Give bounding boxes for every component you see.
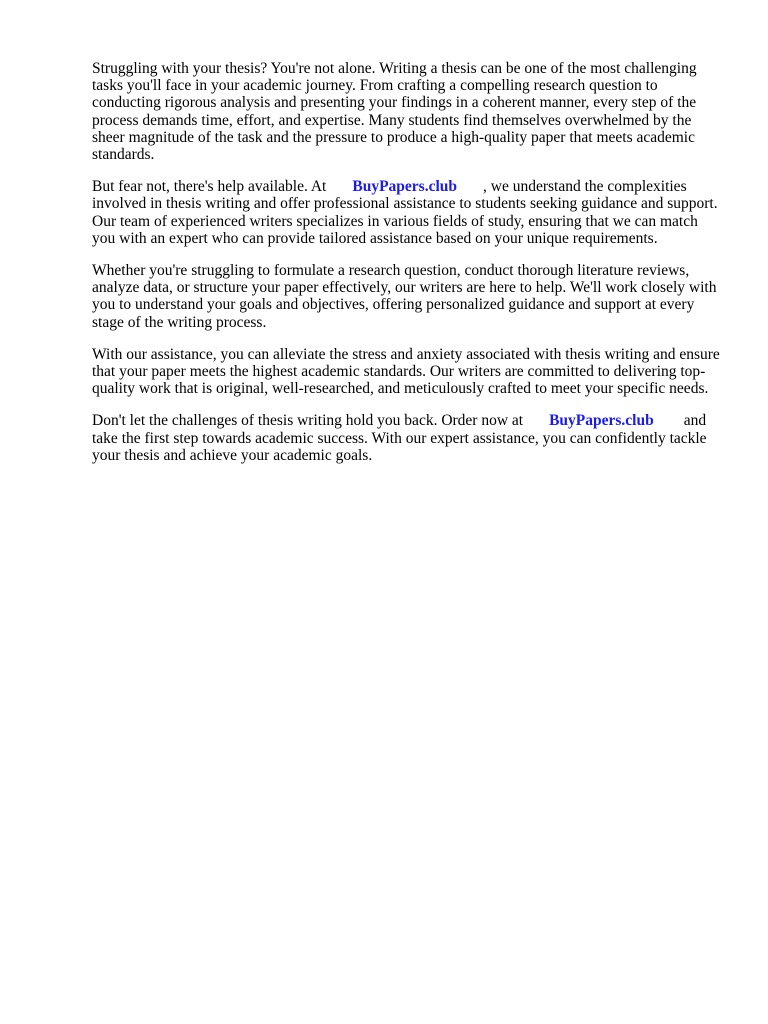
text-line: your thesis and achieve your academic goals. bbox=[92, 446, 373, 464]
text-line: stage of the writing process. bbox=[92, 313, 267, 331]
text-line: take the first step towards academic success. With our expert assistance, you can confidently tackle bbox=[92, 429, 707, 447]
buypapers-link[interactable]: BuyPapers.club bbox=[549, 412, 654, 430]
text-line: analyze data, or structure your paper effectively, our writers are here to help. We'll work closely with bbox=[92, 279, 717, 297]
text-line: involved in thesis writing and offer professional assistance to students seeking guidance and support. bbox=[92, 195, 718, 213]
text-line: Struggling with your thesis? You're not alone. Writing a thesis can be one of the most challenging bbox=[92, 60, 697, 77]
text-after-link: and bbox=[683, 412, 707, 430]
document-page bbox=[92, 60, 722, 479]
paragraph-quality bbox=[92, 346, 722, 398]
paragraph-help bbox=[92, 178, 722, 247]
text-line: you with an expert who can provide tailored assistance based on your unique requirements. bbox=[92, 229, 658, 247]
text-line: With our assistance, you can alleviate the stress and anxiety associated with thesis writing and ensure bbox=[92, 345, 720, 363]
text-after-link: , we understand the complexities bbox=[483, 178, 687, 196]
text-line: conducting rigorous analysis and presenting your findings in a coherent manner, every step of the bbox=[92, 94, 697, 112]
text-line: sheer magnitude of the task and the pressure to produce a high-quality paper that meets academic bbox=[92, 128, 695, 146]
paragraph-call-to-action bbox=[92, 412, 722, 464]
text-line: Our team of experienced writers specializes in various fields of study, ensuring that we can match bbox=[92, 212, 698, 230]
text-line: process demands time, effort, and expertise. Many students find themselves overwhelmed by the bbox=[92, 111, 692, 129]
paragraph-services bbox=[92, 262, 722, 331]
text-line-with-link bbox=[92, 412, 722, 429]
text-line-with-link bbox=[92, 178, 722, 195]
text-before-link: Don't let the challenges of thesis writing hold you back. Order now at bbox=[92, 412, 524, 430]
text-line: that your paper meets the highest academic standards. Our writers are committed to delivering top- bbox=[92, 363, 706, 381]
text-line: tasks you'll face in your academic journey. From crafting a compelling research question to bbox=[92, 77, 658, 95]
paragraph-intro bbox=[92, 60, 722, 163]
text-before-link: But fear not, there's help available. At bbox=[92, 178, 327, 196]
text-line: quality work that is original, well-researched, and meticulously crafted to meet your specific needs. bbox=[92, 380, 709, 398]
text-line: Whether you're struggling to formulate a research question, conduct thorough literature reviews, bbox=[92, 262, 690, 280]
text-line: you to understand your goals and objectives, offering personalized guidance and support at every bbox=[92, 296, 695, 314]
text-line: standards. bbox=[92, 146, 155, 164]
buypapers-link[interactable]: BuyPapers.club bbox=[352, 178, 457, 196]
